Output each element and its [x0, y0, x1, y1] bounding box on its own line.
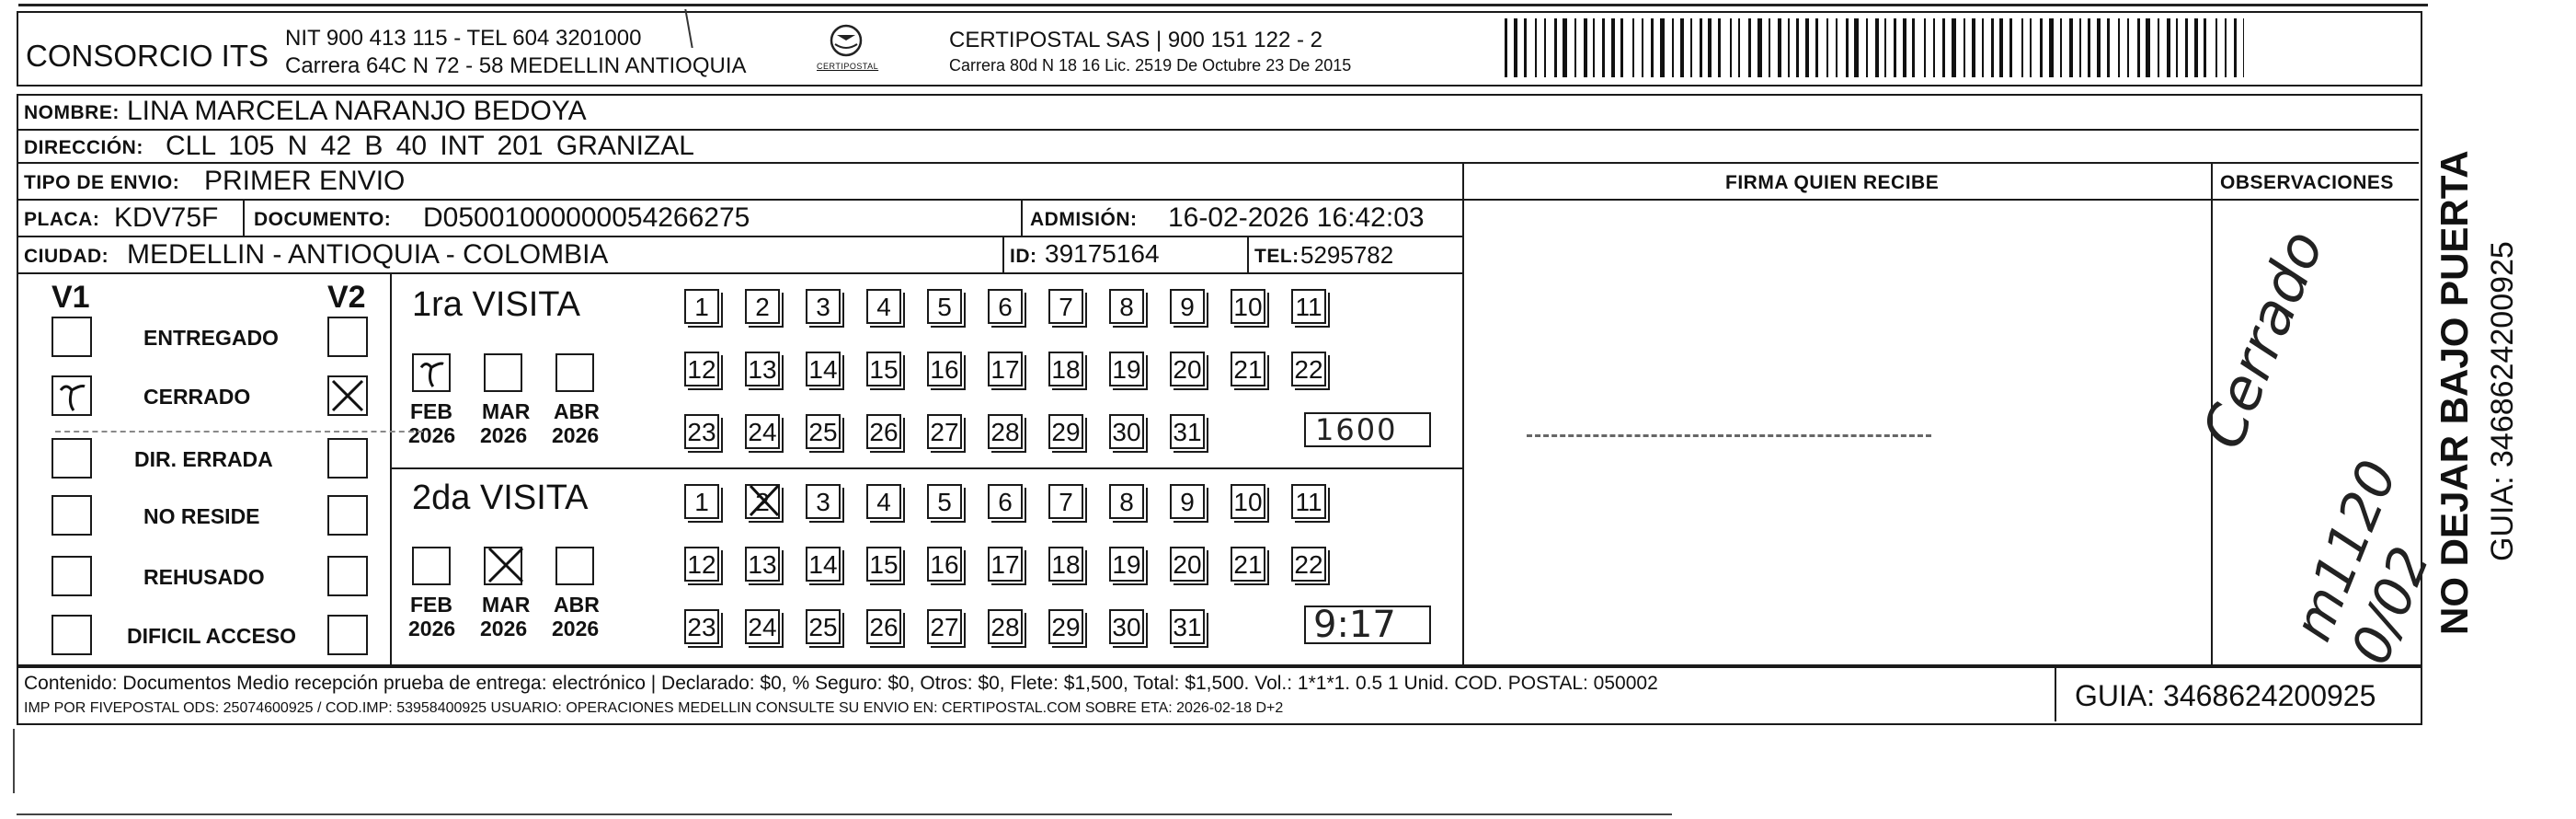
- certipostal-logo-icon: [809, 22, 883, 63]
- day-cell[interactable]: 3: [806, 484, 841, 519]
- day-cell[interactable]: 6: [988, 289, 1023, 324]
- barcode-bar: [1593, 18, 1595, 77]
- day-cell[interactable]: 4: [866, 484, 901, 519]
- month-name: FEB: [410, 399, 452, 423]
- month-name: MAR: [482, 593, 531, 617]
- tel-value: 5295782: [1300, 241, 1394, 269]
- footer-guia-separator: [2055, 664, 2056, 721]
- day-cell[interactable]: 7: [1048, 289, 1083, 324]
- name-value: LINA MARCELA NARANJO BEDOYA: [127, 96, 587, 126]
- day-cell[interactable]: 11: [1291, 484, 1326, 519]
- barcode-bar: [1854, 18, 1859, 77]
- barcode-bar: [1952, 18, 1956, 77]
- admission-label: ADMISIÓN:: [1030, 209, 1138, 230]
- month-x-mark: [486, 545, 526, 585]
- certipostal-logo: [809, 22, 883, 77]
- barcode-bar: [2118, 18, 2120, 77]
- day-cell[interactable]: 21: [1231, 547, 1265, 582]
- v1-checkbox[interactable]: [52, 615, 92, 655]
- day-cell[interactable]: 26: [866, 609, 901, 644]
- row-divider-4: [17, 236, 1462, 237]
- day-cell[interactable]: 27: [927, 609, 962, 644]
- barcode-bar: [1815, 18, 1818, 77]
- barcode-bar: [1866, 18, 1868, 77]
- address-label: DIRECCIÓN:: [24, 137, 143, 158]
- v1-checkbox[interactable]: [52, 438, 92, 479]
- day-cell[interactable]: 15: [866, 352, 901, 386]
- barcode-bar: [1642, 18, 1643, 77]
- barcode-bar: [2137, 18, 2140, 77]
- barcode-bar: [1514, 18, 1517, 77]
- barcode-bar: [1924, 18, 1926, 77]
- day-cell[interactable]: 4: [866, 289, 901, 324]
- day-cell[interactable]: 31: [1170, 609, 1205, 644]
- v1-checkbox[interactable]: [52, 495, 92, 536]
- barcode-bar: [2040, 18, 2043, 77]
- city-label: CIUDAD:: [24, 246, 109, 267]
- column-header-underline: [1462, 199, 2419, 201]
- barcode-bar: [1602, 18, 1605, 77]
- document-label: DOCUMENTO:: [254, 209, 392, 230]
- month-checkbox[interactable]: [555, 353, 594, 392]
- barcode-bar: [2234, 18, 2237, 77]
- tel-label: TEL:: [1254, 246, 1299, 267]
- footer-content-line: Contenido: Documentos Medio recepción prueba de entrega: electrónico | Declarado: $0, % Seguro: $0, Otros: $0, Flete: $1,500, Total: $1,500. Vol.: 1*1*1. 0.5 1 Unid. COD. POSTAL: 050002: [24, 673, 1658, 694]
- barcode-bar: [2107, 18, 2110, 77]
- barcode-bar: [2225, 18, 2227, 77]
- shipment-type-label: TIPO DE ENVIO:: [24, 172, 180, 193]
- company-address: Carrera 64C N 72 - 58 MEDELLIN ANTIOQUIA: [285, 53, 747, 78]
- barcode-bar: [1730, 18, 1732, 77]
- barcode-bar: [1875, 18, 1879, 77]
- barcode-bar: [1738, 18, 1740, 77]
- day-cell[interactable]: 25: [806, 414, 841, 449]
- day-cell[interactable]: 8: [1109, 484, 1144, 519]
- barcode-bar: [2060, 18, 2062, 77]
- day-cell[interactable]: 2: [745, 484, 780, 519]
- month-name: ABR: [554, 399, 600, 423]
- barcode-bar: [2097, 18, 2101, 77]
- barcode-bar: [2127, 18, 2129, 77]
- day-cell[interactable]: 16: [927, 352, 962, 386]
- barcode-graphic: [1505, 18, 2244, 77]
- plate-value: KDV75F: [114, 202, 219, 233]
- day-cell[interactable]: 12: [684, 547, 719, 582]
- barcode-bar: [1524, 18, 1527, 77]
- barcode-bar: [1836, 18, 1838, 77]
- barcode-bar: [1788, 18, 1790, 77]
- barcode-bar: [2243, 18, 2244, 77]
- day-cell[interactable]: 20: [1170, 547, 1205, 582]
- barcode-bar: [2167, 18, 2170, 77]
- day-cell[interactable]: 18: [1048, 352, 1083, 386]
- day-cell[interactable]: 20: [1170, 352, 1205, 386]
- observation-handwriting-2: m1120 0/02: [2281, 451, 2442, 673]
- v1-checkbox[interactable]: [52, 556, 92, 596]
- day-cell[interactable]: 25: [806, 609, 841, 644]
- v1-check-mark: [53, 377, 90, 414]
- barcode-bar: [1584, 18, 1587, 77]
- barcode-bar: [1563, 18, 1567, 77]
- barcode-bar: [2069, 18, 2073, 77]
- row-divider-5: [17, 272, 1462, 274]
- barcode-bar: [1796, 18, 1799, 77]
- barcode-bar: [1826, 18, 1828, 77]
- month-checkbox[interactable]: [555, 547, 594, 585]
- day-cell[interactable]: 30: [1109, 609, 1144, 644]
- shipment-type-value: PRIMER ENVIO: [204, 166, 406, 196]
- month-checkbox[interactable]: [484, 353, 522, 392]
- day-cell[interactable]: 29: [1048, 414, 1083, 449]
- barcode-bar: [1708, 18, 1712, 77]
- v2-label: V2: [327, 280, 366, 315]
- top-edge-line: [18, 4, 2428, 6]
- day-cell[interactable]: 10: [1231, 289, 1265, 324]
- day-cell[interactable]: 6: [988, 484, 1023, 519]
- name-label: NOMBRE:: [24, 102, 120, 123]
- status-option-label: ENTREGADO: [143, 326, 279, 350]
- day-cell[interactable]: 27: [927, 414, 962, 449]
- day-cell[interactable]: 1: [684, 484, 719, 519]
- day-cell[interactable]: 8: [1109, 289, 1144, 324]
- status-option-label: NO RESIDE: [143, 504, 260, 528]
- day-cell[interactable]: 31: [1170, 414, 1205, 449]
- day-cell[interactable]: 23: [684, 609, 719, 644]
- id-value: 39175164: [1045, 239, 1160, 268]
- v2-checkbox[interactable]: [327, 438, 368, 479]
- day-cell[interactable]: 1: [684, 289, 719, 324]
- day-cell[interactable]: 7: [1048, 484, 1083, 519]
- day-cell[interactable]: 15: [866, 547, 901, 582]
- day-cell[interactable]: 9: [1170, 289, 1205, 324]
- v2-checkbox[interactable]: [327, 495, 368, 536]
- id-separator: [1002, 236, 1004, 272]
- barcode-bar: [1972, 18, 1975, 77]
- side-warning: NO DEJAR BAJO PUERTA: [2433, 150, 2476, 635]
- signature-header: FIRMA QUIEN RECIBE: [1725, 172, 1940, 193]
- barcode-bar: [1778, 18, 1781, 77]
- nit-line: NIT 900 413 115 - TEL 604 3201000: [285, 26, 642, 51]
- month-name: MAR: [482, 399, 531, 423]
- city-value: MEDELLIN - ANTIOQUIA - COLOMBIA: [127, 239, 609, 270]
- day-cell[interactable]: 14: [806, 352, 841, 386]
- barcode-bar: [1535, 18, 1537, 77]
- admission-value: 16-02-2026 16:42:03: [1168, 202, 1425, 233]
- v2-checkbox[interactable]: [327, 615, 368, 655]
- barcode-bar: [1690, 18, 1692, 77]
- barcode-bar: [1991, 18, 1994, 77]
- signature-left-border: [1462, 162, 1464, 664]
- barcode-bar: [1620, 18, 1623, 77]
- barcode-bar: [1912, 18, 1915, 77]
- month-name: FEB: [410, 593, 452, 617]
- admission-separator: [1021, 199, 1023, 236]
- fold-line-signature: [1527, 434, 1931, 437]
- day-cell[interactable]: 29: [1048, 609, 1083, 644]
- month-name: ABR: [554, 593, 600, 617]
- month-checkbox[interactable]: [412, 547, 451, 585]
- day-cell[interactable]: 11: [1291, 289, 1326, 324]
- logo-caption: CERTIPOSTAL: [817, 62, 879, 71]
- barcode-bar: [1963, 18, 1965, 77]
- day-cell[interactable]: 2: [745, 289, 780, 324]
- v2-checkbox[interactable]: [327, 556, 368, 596]
- barcode-bar: [2088, 18, 2090, 77]
- day-cell[interactable]: 13: [745, 352, 780, 386]
- barcode-bar: [1611, 18, 1615, 77]
- day-cell[interactable]: 22: [1291, 352, 1326, 386]
- v2-checkbox[interactable]: [327, 317, 368, 357]
- barcode-bar: [2204, 18, 2206, 77]
- address-value: CLL 105 N 42 B 40 INT 201 GRANIZAL: [166, 131, 694, 161]
- day-cell[interactable]: 5: [927, 289, 962, 324]
- barcode-bar: [1999, 18, 2003, 77]
- carrier-line: CERTIPOSTAL SAS | 900 151 122 - 2: [949, 28, 1322, 52]
- month-year: 2026: [408, 617, 456, 640]
- day-cell[interactable]: 21: [1231, 352, 1265, 386]
- day-cell[interactable]: 28: [988, 609, 1023, 644]
- barcode-bar: [1846, 18, 1849, 77]
- company-name: CONSORCIO ITS: [26, 39, 269, 73]
- carrier-address: Carrera 80d N 18 16 Lic. 2519 De Octubre 23 De 2015: [949, 56, 1352, 75]
- day-cell[interactable]: 5: [927, 484, 962, 519]
- left-edge-line: [13, 729, 15, 793]
- barcode-bar: [2185, 18, 2188, 77]
- barcode-bar: [1805, 18, 1809, 77]
- day-x-mark: [747, 482, 782, 519]
- fold-line-left: [55, 431, 423, 433]
- footer-imp-line: IMP POR FIVEPOSTAL ODS: 25074600925 / COD.IMP: 53958400925 USUARIO: OPERACIONES MEDELLIN CONSULTE SU ENVIO EN: CERTIPOSTAL.COM SOBRE ETA: 2026-02-18 D+2: [24, 700, 1284, 716]
- barcode-bar: [2021, 18, 2023, 77]
- day-cell[interactable]: 13: [745, 547, 780, 582]
- observations-header: OBSERVACIONES: [2220, 172, 2394, 193]
- barcode-bar: [1544, 18, 1546, 77]
- barcode-bar: [1903, 18, 1906, 77]
- second-visit-time: 9:17: [1313, 604, 1396, 646]
- v1-label: V1: [52, 280, 90, 315]
- day-cell[interactable]: 14: [806, 547, 841, 582]
- day-cell[interactable]: 17: [988, 352, 1023, 386]
- barcode-bar: [1748, 18, 1751, 77]
- v1-checkbox[interactable]: [52, 317, 92, 357]
- document-value: D05001000000054266275: [423, 202, 750, 233]
- barcode-bar: [2079, 18, 2081, 77]
- month-year: 2026: [480, 617, 528, 640]
- second-visit-title: 2da VISITA: [412, 479, 589, 517]
- day-cell[interactable]: 23: [684, 414, 719, 449]
- barcode-bar: [1982, 18, 1984, 77]
- plate-separator: [243, 199, 245, 236]
- barcode-bar: [1700, 18, 1702, 77]
- barcode: [1505, 18, 2244, 77]
- day-cell[interactable]: 30: [1109, 414, 1144, 449]
- barcode-bar: [2176, 18, 2178, 77]
- observation-handwriting-1: Cerrado: [2189, 221, 2337, 458]
- barcode-bar: [1660, 18, 1665, 77]
- month-check-mark: [414, 355, 449, 390]
- day-cell[interactable]: 17: [988, 547, 1023, 582]
- barcode-bar: [1632, 18, 1634, 77]
- barcode-bar: [1942, 18, 1945, 77]
- barcode-bar: [2194, 18, 2198, 77]
- day-cell[interactable]: 19: [1109, 547, 1144, 582]
- side-guia: GUIA: 3468624200925: [2485, 241, 2520, 561]
- day-cell[interactable]: 16: [927, 547, 962, 582]
- barcode-bar: [1672, 18, 1674, 77]
- status-option-label: DIR. ERRADA: [134, 447, 273, 471]
- month-year: 2026: [552, 617, 600, 640]
- barcode-bar: [1757, 18, 1762, 77]
- month-year: 2026: [408, 423, 456, 447]
- tel-separator: [1247, 236, 1249, 272]
- footer-guia: GUIA: 3468624200925: [2075, 679, 2376, 712]
- plate-label: PLACA:: [24, 209, 100, 230]
- month-year: 2026: [552, 423, 600, 447]
- v2-x-mark: [329, 377, 366, 414]
- barcode-bar: [1554, 18, 1557, 77]
- day-cell[interactable]: 12: [684, 352, 719, 386]
- bottom-edge-line: [17, 813, 1672, 815]
- barcode-bar: [1651, 18, 1654, 77]
- barcode-bar: [2215, 18, 2217, 77]
- barcode-bar: [1769, 18, 1770, 77]
- status-option-label: DIFICIL ACCESO: [127, 624, 297, 648]
- status-option-label: REHUSADO: [143, 565, 265, 589]
- barcode-bar: [2158, 18, 2159, 77]
- row-divider-2: [17, 162, 2419, 164]
- id-label: ID:: [1010, 246, 1037, 267]
- day-cell[interactable]: 24: [745, 609, 780, 644]
- first-visit-title: 1ra VISITA: [412, 285, 581, 324]
- month-year: 2026: [480, 423, 528, 447]
- barcode-bar: [1574, 18, 1576, 77]
- day-cell[interactable]: 19: [1109, 352, 1144, 386]
- visits-divider: [390, 467, 1462, 469]
- barcode-bar: [1884, 18, 1886, 77]
- day-cell[interactable]: 18: [1048, 547, 1083, 582]
- barcode-bar: [2030, 18, 2032, 77]
- barcode-bar: [1933, 18, 1935, 77]
- day-cell[interactable]: 26: [866, 414, 901, 449]
- day-cell[interactable]: 3: [806, 289, 841, 324]
- barcode-bar: [2146, 18, 2150, 77]
- barcode-bar: [1718, 18, 1721, 77]
- day-cell[interactable]: 22: [1291, 547, 1326, 582]
- barcode-bar: [1505, 18, 1507, 77]
- first-visit-time: 1600: [1315, 412, 1398, 447]
- day-cell[interactable]: 28: [988, 414, 1023, 449]
- barcode-bar: [2049, 18, 2054, 77]
- barcode-bar: [1680, 18, 1684, 77]
- barcode-bar: [2009, 18, 2012, 77]
- day-cell[interactable]: 10: [1231, 484, 1265, 519]
- day-cell[interactable]: 24: [745, 414, 780, 449]
- status-option-label: CERRADO: [143, 385, 251, 409]
- day-cell[interactable]: 9: [1170, 484, 1205, 519]
- barcode-bar: [1894, 18, 1896, 77]
